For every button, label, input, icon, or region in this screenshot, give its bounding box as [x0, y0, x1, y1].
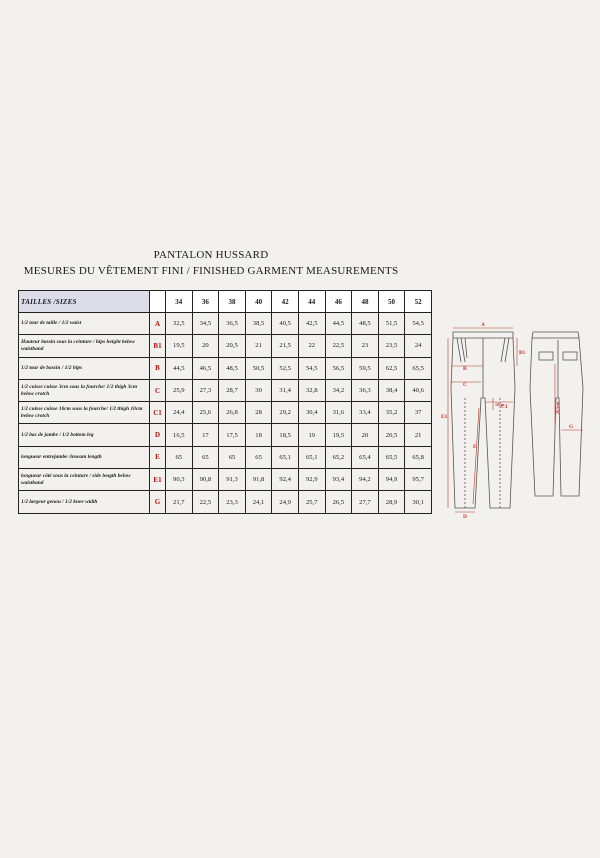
measurement-code: G	[150, 491, 166, 513]
size-header: 40	[245, 291, 272, 313]
label-A: A	[481, 322, 485, 328]
measurement-value: 24,1	[245, 491, 272, 513]
measurement-value: 33,4	[352, 402, 379, 424]
front-pleat	[461, 338, 465, 362]
measurement-value: 30,4	[298, 402, 325, 424]
measurement-label: 1/2 cuisse cuisse 10cm sous la fourche/ 1/2 thigh 10cm below crotch	[19, 402, 150, 424]
measurement-value: 18,5	[272, 424, 299, 446]
measurement-value: 18	[245, 424, 272, 446]
measurement-value: 52,5	[272, 357, 299, 379]
measurement-value: 65,5	[378, 446, 405, 468]
measurement-value: 24,4	[166, 402, 193, 424]
measurement-value: 91,3	[219, 469, 246, 491]
measurement-value: 34,5	[192, 313, 219, 335]
measurement-value: 90,8	[192, 469, 219, 491]
measurement-value: 23	[352, 335, 379, 357]
measurement-value: 50,5	[245, 357, 272, 379]
size-header: 44	[298, 291, 325, 313]
label-E: E	[473, 444, 477, 450]
measurement-value: 51,5	[378, 313, 405, 335]
measurement-label: 1/2 tour de taille / 1/2 waist	[19, 313, 150, 335]
measurement-value: 92,9	[298, 469, 325, 491]
measurement-value: 27,7	[352, 491, 379, 513]
table-row	[19, 335, 432, 357]
measurement-value: 36,3	[352, 379, 379, 401]
measurement-code: C1	[150, 402, 166, 424]
size-header: 52	[405, 291, 432, 313]
measurement-label: 1/2 largeur genou / 1/2 knee width	[19, 491, 150, 513]
measurement-value: 65,8	[405, 446, 432, 468]
measurement-value: 93,4	[325, 469, 352, 491]
label-E1: E1	[441, 414, 448, 420]
measurement-value: 37	[405, 402, 432, 424]
size-header: 50	[378, 291, 405, 313]
measurement-value: 28,9	[378, 491, 405, 513]
measurement-value: 30	[245, 379, 272, 401]
measurement-value: 27,3	[192, 379, 219, 401]
measurement-value: 25,7	[298, 491, 325, 513]
measurement-value: 34,2	[325, 379, 352, 401]
measurement-value: 31,6	[325, 402, 352, 424]
measurement-value: 16,5	[166, 424, 193, 446]
front-waistband	[453, 332, 513, 338]
back-pocket	[563, 352, 577, 360]
measurement-code: B1	[150, 335, 166, 357]
measurement-value: 30,1	[405, 491, 432, 513]
measurement-value: 65,5	[405, 357, 432, 379]
measurement-label: 1/2 cuisse cuisse 3cm sous la fourche/ 1/2 thigh 3cm below crotch	[19, 379, 150, 401]
pants-technical-drawing	[443, 318, 593, 518]
measurement-value: 22,5	[325, 335, 352, 357]
measurement-value: 20,5	[378, 424, 405, 446]
measurement-value: 95,7	[405, 469, 432, 491]
front-pleat	[505, 338, 509, 362]
measurement-code: E	[150, 446, 166, 468]
measurements-table	[18, 290, 432, 514]
measurement-value: 59,5	[352, 357, 379, 379]
table-row	[19, 469, 432, 491]
code-header	[150, 291, 166, 313]
measurement-value: 23,3	[219, 491, 246, 513]
sizes-header-label: TAILLES /SIZES	[19, 291, 150, 313]
table-row	[19, 424, 432, 446]
measurement-label: Hauteur bassin sous la ceinture / hips height below waistband	[19, 335, 150, 357]
measurement-value: 24,9	[272, 491, 299, 513]
measurement-label: 1/2 tour de bassin / 1/2 hips	[19, 357, 150, 379]
measurement-value: 19,5	[325, 424, 352, 446]
measurement-value: 92,4	[272, 469, 299, 491]
measurement-value: 94,2	[352, 469, 379, 491]
measurement-value: 25,6	[192, 402, 219, 424]
measurement-value: 36,5	[219, 313, 246, 335]
measurement-value: 44,5	[166, 357, 193, 379]
measurement-value: 20	[192, 335, 219, 357]
measurement-value: 28	[245, 402, 272, 424]
size-header: 46	[325, 291, 352, 313]
measurement-value: 21,7	[166, 491, 193, 513]
measurement-code: D	[150, 424, 166, 446]
measurement-code: E1	[150, 469, 166, 491]
measurement-value: 19	[298, 424, 325, 446]
measurement-value: 38,4	[378, 379, 405, 401]
label-B1: B1	[519, 350, 526, 356]
measurement-value: 32,5	[166, 313, 193, 335]
label-G: G	[569, 424, 574, 430]
measurement-value: 25,9	[166, 379, 193, 401]
measurement-value: 20	[352, 424, 379, 446]
measurement-value: 38,5	[245, 313, 272, 335]
measurement-value: 29,2	[272, 402, 299, 424]
measurement-value: 65,4	[352, 446, 379, 468]
front-view	[451, 332, 515, 508]
measurement-value: 20,5	[219, 335, 246, 357]
measurement-value: 28,7	[219, 379, 246, 401]
table-header-row	[19, 291, 432, 313]
label-C1: C1	[501, 404, 508, 410]
label-B: B	[463, 366, 467, 372]
size-header: 36	[192, 291, 219, 313]
measurement-value: 22	[298, 335, 325, 357]
measurement-value: 21	[405, 424, 432, 446]
measurement-value: 48,5	[352, 313, 379, 335]
table-row	[19, 357, 432, 379]
label-D: D	[463, 514, 467, 520]
label-C: C	[463, 382, 467, 388]
measurement-value: 65	[166, 446, 193, 468]
measurement-value: 54,5	[405, 313, 432, 335]
measurement-value: 22,5	[192, 491, 219, 513]
measurement-code: C	[150, 379, 166, 401]
measurement-label: longueur entrejambe /inseam length	[19, 446, 150, 468]
table-row	[19, 313, 432, 335]
back-pocket	[539, 352, 553, 360]
measurement-value: 24	[405, 335, 432, 357]
back-waistband	[532, 332, 579, 338]
measurement-value: 65	[192, 446, 219, 468]
front-measure-lines	[448, 328, 517, 512]
table-row	[19, 379, 432, 401]
measurement-code: A	[150, 313, 166, 335]
size-header: 48	[352, 291, 379, 313]
measurement-value: 21,5	[272, 335, 299, 357]
page-title: PANTALON HUSSARD	[153, 249, 269, 261]
measurement-label: longueur côté sous la ceinture / side length below waistband	[19, 469, 150, 491]
measurement-value: 48,5	[219, 357, 246, 379]
measurement-value: 65,2	[325, 446, 352, 468]
measurement-value: 62,5	[378, 357, 405, 379]
size-header: 34	[166, 291, 193, 313]
measurement-value: 90,3	[166, 469, 193, 491]
measurement-value: 17,5	[219, 424, 246, 446]
measurement-value: 46,5	[192, 357, 219, 379]
measurement-value: 44,5	[325, 313, 352, 335]
size-header: 42	[272, 291, 299, 313]
measurement-value: 26,5	[325, 491, 352, 513]
measurement-value: 65,1	[272, 446, 299, 468]
front-pleat	[457, 338, 461, 362]
back-outline	[530, 338, 583, 496]
measurement-value: 35,2	[378, 402, 405, 424]
front-pleat	[465, 338, 467, 358]
label-10cm: 10cm	[495, 402, 505, 407]
measurement-value: 26,8	[219, 402, 246, 424]
measurement-value: 19,5	[166, 335, 193, 357]
measurement-value: 31,4	[272, 379, 299, 401]
measurement-value: 17	[192, 424, 219, 446]
measurement-value: 91,8	[245, 469, 272, 491]
measurement-value: 65,1	[298, 446, 325, 468]
table-row	[19, 402, 432, 424]
measurement-value: 65	[219, 446, 246, 468]
measurement-value: 32,8	[298, 379, 325, 401]
measurement-value: 94,9	[378, 469, 405, 491]
measurement-value: 40,5	[272, 313, 299, 335]
measurement-value: 54,5	[298, 357, 325, 379]
label-26cm: 26,5cm	[555, 401, 560, 414]
measurement-value: 21	[245, 335, 272, 357]
measurement-value: 65	[245, 446, 272, 468]
measurement-label: 1/2 bas de jambe / 1/2 bottom leg	[19, 424, 150, 446]
table-row	[19, 446, 432, 468]
measurement-code: B	[150, 357, 166, 379]
measurement-value: 23,5	[378, 335, 405, 357]
measurement-value: 40,6	[405, 379, 432, 401]
size-header: 38	[219, 291, 246, 313]
front-pleat	[501, 338, 505, 362]
measurement-value: 42,5	[298, 313, 325, 335]
measurement-value: 56,5	[325, 357, 352, 379]
page-subtitle: MESURES DU VÊTEMENT FINI / FINISHED GARMENT MEASUREMENTS	[23, 265, 399, 277]
table-row	[19, 491, 432, 513]
